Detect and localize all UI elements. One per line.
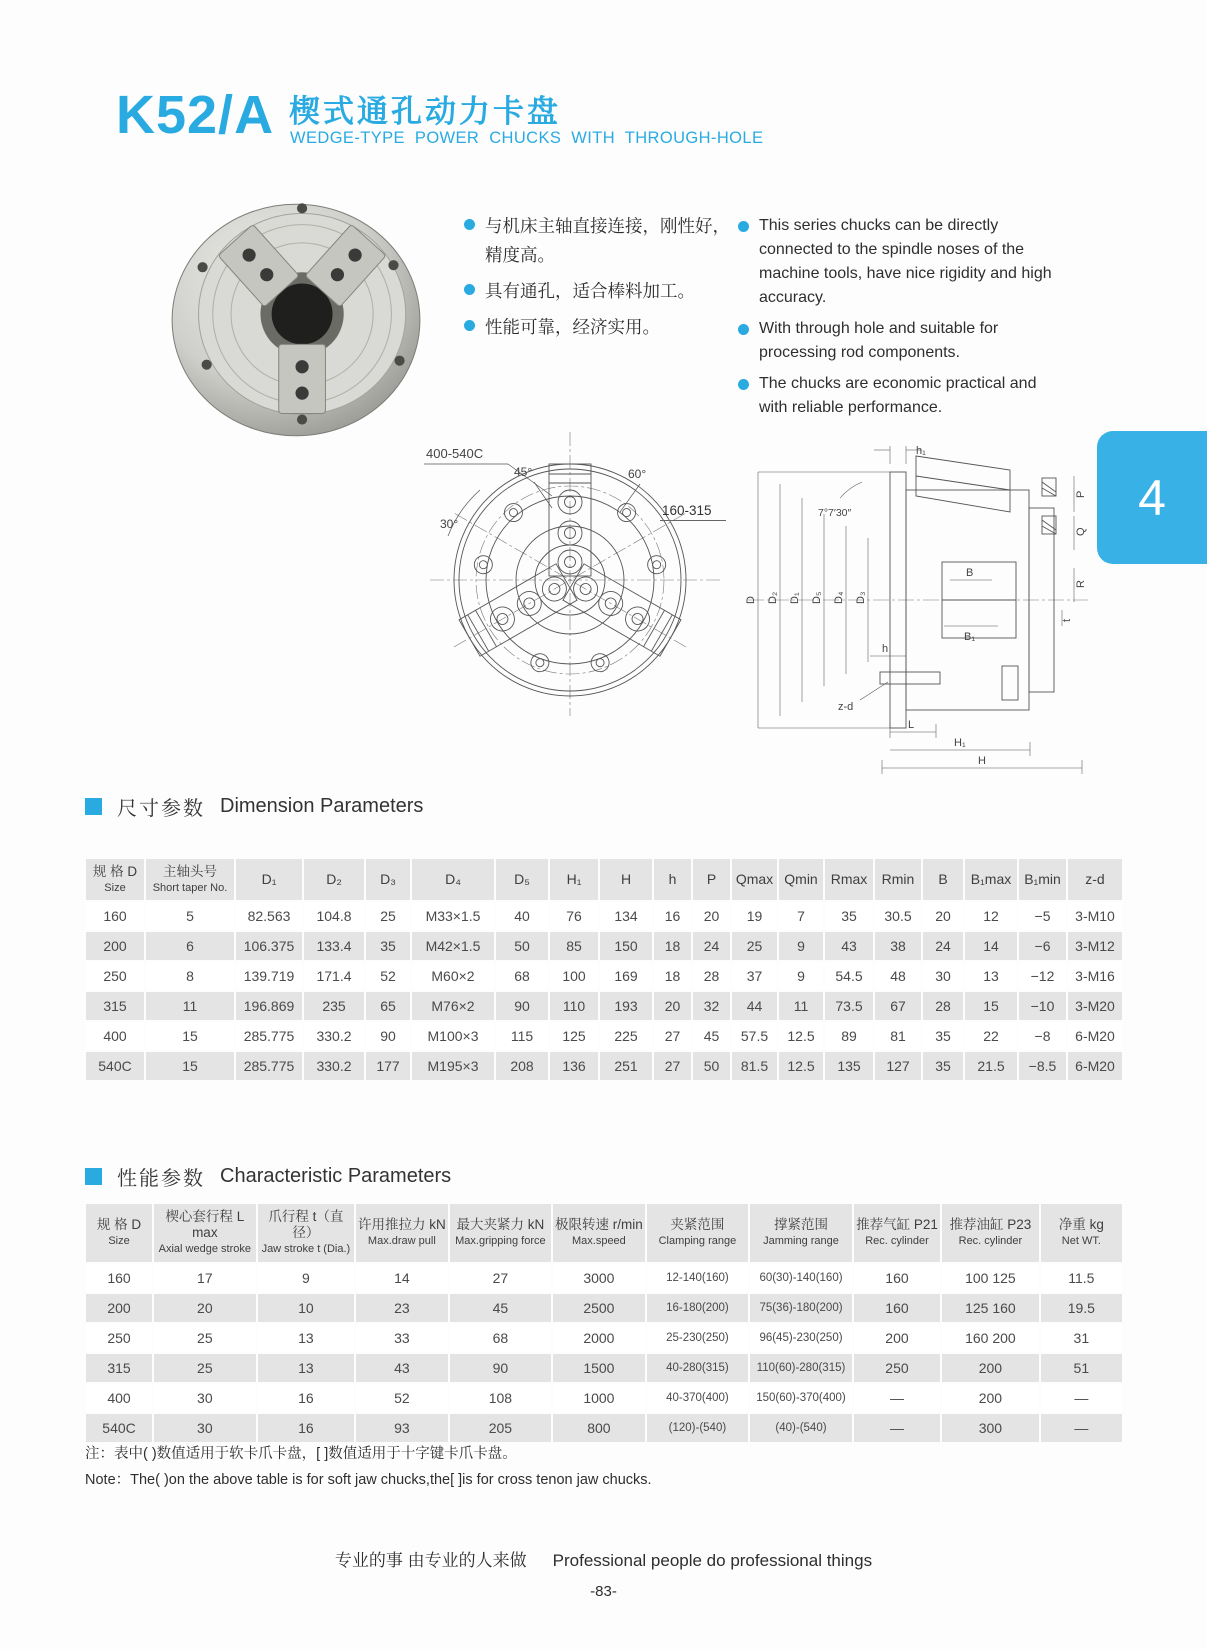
table-cell: 16 (654, 902, 691, 930)
table-cell: 2000 (553, 1324, 644, 1352)
table-cell: 93 (356, 1414, 447, 1442)
chapter-number: 4 (1138, 469, 1166, 526)
bullet-icon (738, 221, 749, 232)
footer-slogan-en: Professional people do professional things (552, 1551, 873, 1570)
footer-slogan-cn: 专业的事 由专业的人来做 (334, 1551, 527, 1570)
table-cell: 200 (854, 1324, 940, 1352)
table-cell: 96(45)-230(250) (750, 1324, 852, 1352)
dim-P-label: P (1075, 490, 1087, 498)
table-cell: 12-140(160) (647, 1264, 749, 1292)
table-cell: 38 (875, 932, 921, 960)
column-header: 许用推拉力 kN Max.draw pull (356, 1204, 447, 1262)
table-cell: 17 (154, 1264, 256, 1292)
table-cell: 52 (356, 1384, 447, 1412)
table-cell: 25 (366, 902, 410, 930)
column-header: 极限转速 r/min Max.speed (553, 1204, 644, 1262)
angle-60-label: 60° (628, 467, 647, 481)
table-cell: 75(36)-180(200) (750, 1294, 852, 1322)
feature-list-en (738, 214, 1060, 427)
column-header: Rmax (825, 859, 873, 900)
table-cell: 33 (356, 1324, 447, 1352)
dim-H1-label: H₁ (954, 737, 966, 749)
feature-list-cn (464, 212, 746, 349)
section-title-cn: 尺寸参数 (117, 798, 205, 820)
column-header: H (600, 859, 652, 900)
table-cell: 28 (923, 992, 963, 1020)
table-cell: 50 (496, 932, 548, 960)
dim-H-label: H (978, 755, 986, 767)
table-cell: 251 (600, 1052, 652, 1080)
column-header: B₁max (965, 859, 1017, 900)
table-cell: 13 (965, 962, 1017, 990)
front-view-drawing (402, 416, 736, 720)
table-cell: 89 (825, 1022, 873, 1050)
table-cell: 208 (496, 1052, 548, 1080)
feature-text: 性能可靠，经济实用。 (485, 316, 660, 337)
bullet-icon (464, 284, 475, 295)
table-cell: 330.2 (304, 1022, 364, 1050)
table-cell: 24 (693, 932, 730, 960)
table-cell: 18 (654, 962, 691, 990)
table-cell: 24 (923, 932, 963, 960)
table-cell: 76 (550, 902, 598, 930)
column-header: D₄ (412, 859, 494, 900)
table-cell: (120)-(540) (647, 1414, 749, 1442)
feature-text: The chucks are economic practical and with reliable performance. (759, 375, 1037, 416)
table-cell: 11 (146, 992, 234, 1020)
table-cell: 28 (693, 962, 730, 990)
table-cell: −5 (1019, 902, 1066, 930)
dim-D2-label: D₂ (767, 591, 779, 604)
table-cell: 106.375 (236, 932, 302, 960)
dim-t-label: t (1061, 618, 1073, 622)
column-header: 净重 kg Net WT. (1041, 1204, 1122, 1262)
column-header: 主轴头号 Short taper No. (146, 859, 234, 900)
table-cell: 127 (875, 1052, 921, 1080)
table-cell: 10 (258, 1294, 355, 1322)
table-cell: 50 (693, 1052, 730, 1080)
table-cell: 150 (600, 932, 652, 960)
table-cell: 16 (258, 1414, 355, 1442)
dim-h-label: h (882, 643, 889, 655)
table-cell: 14 (965, 932, 1017, 960)
dim-angle-label: 7°7′30″ (818, 507, 852, 519)
dim-D4-label: D₄ (833, 591, 845, 604)
table-cell: 27 (450, 1264, 552, 1292)
column-header: B (923, 859, 963, 900)
column-header: D₃ (366, 859, 410, 900)
table-cell: 9 (779, 932, 823, 960)
table-cell: 90 (366, 1022, 410, 1050)
table-cell: M100×3 (412, 1022, 494, 1050)
table-cell: 21.5 (965, 1052, 1017, 1080)
column-header: 夹紧范围 Clamping range (647, 1204, 749, 1262)
table-cell: — (1041, 1384, 1122, 1412)
table-cell: 135 (825, 1052, 873, 1080)
table-cell: 20 (154, 1294, 256, 1322)
table-cell: 82.563 (236, 902, 302, 930)
column-header: 规 格 D Size (86, 859, 144, 900)
table-cell: 35 (366, 932, 410, 960)
table-cell: 400 (86, 1384, 152, 1412)
table-cell: 13 (258, 1354, 355, 1382)
table-cell: 67 (875, 992, 921, 1020)
section-marker-icon (85, 798, 102, 815)
table-cell: 19 (732, 902, 777, 930)
section-title-cn: 性能参数 (117, 1168, 205, 1190)
table-cell: 104.8 (304, 902, 364, 930)
dim-D1-label: D₁ (789, 592, 801, 604)
table-cell: 25-230(250) (647, 1324, 749, 1352)
table-cell: 160 (86, 902, 144, 930)
column-header: B₁min (1019, 859, 1066, 900)
table-cell: 25 (154, 1354, 256, 1382)
section-marker-icon (85, 1168, 102, 1185)
table-row (86, 1294, 1122, 1322)
feature-text: 与机床主轴直接连接，刚性好，精度高。 (485, 216, 730, 265)
table-cell: 134 (600, 902, 652, 930)
table-row (86, 1264, 1122, 1292)
feature-text: This series chucks can be directly connected to the spindle noses of the machine tools, have nice rigidity and high accuracy. (759, 217, 1052, 306)
column-header: H₁ (550, 859, 598, 900)
table-cell: 27 (654, 1052, 691, 1080)
table-cell: 31 (1041, 1324, 1122, 1352)
table-cell: 250 (86, 962, 144, 990)
table-row (86, 1324, 1122, 1352)
table-cell: 30.5 (875, 902, 921, 930)
table-cell: 60(30)-140(160) (750, 1264, 852, 1292)
column-header: h (654, 859, 691, 900)
characteristic-parameters-table (84, 1202, 1124, 1444)
table-cell: 32 (693, 992, 730, 1020)
table-cell: 11 (779, 992, 823, 1020)
table-cell: — (1041, 1414, 1122, 1442)
table-row (86, 1384, 1122, 1412)
feature-text: 具有通孔，适合棒料加工。 (485, 280, 695, 301)
footer-slogan (0, 1546, 1207, 1571)
table-cell: 35 (923, 1022, 963, 1050)
table-cell: (40)-(540) (750, 1414, 852, 1442)
angle-30-label: 30° (440, 517, 459, 531)
table-cell: 19.5 (1041, 1294, 1122, 1322)
column-header: 规 格 D Size (86, 1204, 152, 1262)
dim-h1-label: h₁ (916, 445, 926, 457)
table-cell: 200 (86, 932, 144, 960)
table-cell: 300 (942, 1414, 1039, 1442)
table-cell: 235 (304, 992, 364, 1020)
table-cell: 27 (654, 1022, 691, 1050)
table-cell: 100 (550, 962, 598, 990)
table-cell: 12.5 (779, 1052, 823, 1080)
table-cell: 73.5 (825, 992, 873, 1020)
table-cell: 45 (693, 1022, 730, 1050)
column-header: D₂ (304, 859, 364, 900)
column-header: D₁ (236, 859, 302, 900)
table-cell: 9 (779, 962, 823, 990)
table-cell: 250 (854, 1354, 940, 1382)
table-cell: 136 (550, 1052, 598, 1080)
dim-D-label: D (745, 596, 757, 604)
table-cell: 51 (1041, 1354, 1122, 1382)
dim-D3-label: D₃ (855, 591, 867, 604)
table-cell: 160 (86, 1264, 152, 1292)
table-cell: 11.5 (1041, 1264, 1122, 1292)
bullet-icon (464, 219, 475, 230)
product-model: K52/A (116, 85, 275, 145)
dimension-parameters-table (84, 857, 1124, 1082)
column-header: 最大夹紧力 kN Max.gripping force (450, 1204, 552, 1262)
feature-text: With through hole and suitable for processing rod components. (759, 320, 999, 361)
table-row (86, 992, 1122, 1020)
bullet-icon (738, 379, 749, 390)
table-cell: M33×1.5 (412, 902, 494, 930)
table-cell: 6 (146, 932, 234, 960)
table-cell: 90 (496, 992, 548, 1020)
table-cell: 12 (965, 902, 1017, 930)
table-cell: 40 (496, 902, 548, 930)
section-range-label: 160-315 (660, 503, 726, 521)
chapter-tab[interactable] (1097, 431, 1207, 564)
table-cell: −10 (1019, 992, 1066, 1020)
table-cell: 3-M10 (1068, 902, 1122, 930)
dim-zd-label: z-d (838, 701, 854, 713)
table-cell: −8 (1019, 1022, 1066, 1050)
feature-item (738, 372, 1060, 420)
table-cell: 2500 (553, 1294, 644, 1322)
table-cell: 45 (450, 1294, 552, 1322)
table-cell: 85 (550, 932, 598, 960)
column-header: 撑紧范围 Jamming range (750, 1204, 852, 1262)
table-cell: M60×2 (412, 962, 494, 990)
table-cell: 52 (366, 962, 410, 990)
table-cell: M42×1.5 (412, 932, 494, 960)
table-cell: 68 (450, 1324, 552, 1352)
table-cell: M76×2 (412, 992, 494, 1020)
table-cell: 20 (654, 992, 691, 1020)
column-header: 推荐油缸 P23 Rec. cylinder (942, 1204, 1039, 1262)
column-header: z-d (1068, 859, 1122, 900)
note-cn: 注：表中( )数值适用于软卡爪卡盘，[ ]数值适用于十字键卡爪卡盘。 (85, 1446, 517, 1462)
table-cell: 40-370(400) (647, 1384, 749, 1412)
table-cell: 15 (146, 1022, 234, 1050)
table-cell: 200 (942, 1354, 1039, 1382)
page-number: -83- (590, 1583, 617, 1600)
table-cell: 6-M20 (1068, 1022, 1122, 1050)
table-cell: 35 (923, 1052, 963, 1080)
section-title-en: Characteristic Parameters (220, 1165, 452, 1187)
dim-Q-label: Q (1075, 527, 1087, 536)
product-photo (140, 186, 452, 450)
table-cell: 3000 (553, 1264, 644, 1292)
dim-D5-label: D₅ (811, 591, 823, 604)
feature-item (738, 214, 1060, 310)
feature-item (738, 317, 1060, 365)
table-cell: 1000 (553, 1384, 644, 1412)
table-cell: 44 (732, 992, 777, 1020)
table-row (86, 932, 1122, 960)
table-cell: 139.719 (236, 962, 302, 990)
table-cell: 200 (942, 1384, 1039, 1412)
table-cell: 250 (86, 1324, 152, 1352)
table-cell: 110(60)-280(315) (750, 1354, 852, 1382)
feature-item (464, 313, 746, 342)
table-cell: 22 (965, 1022, 1017, 1050)
table-cell: 285.775 (236, 1052, 302, 1080)
table-cell: 3-M16 (1068, 962, 1122, 990)
table-cell: 3-M12 (1068, 932, 1122, 960)
page-title-cn: 楔式通孔动力卡盘 (289, 94, 561, 129)
table-cell: −8.5 (1019, 1052, 1066, 1080)
note-en: Note：The( )on the above table is for soft jaw chucks,the[ ]is for cross tenon jaw chucks. (85, 1472, 652, 1488)
table-cell: 9 (258, 1264, 355, 1292)
table-cell: 43 (356, 1354, 447, 1382)
table-cell: 400 (86, 1022, 144, 1050)
dimension-section-title (85, 792, 423, 821)
table-row (86, 1354, 1122, 1382)
table-cell: 3-M20 (1068, 992, 1122, 1020)
column-header: 爪行程 t（直径） Jaw stroke t (Dia.) (258, 1204, 355, 1262)
table-cell: 13 (258, 1324, 355, 1352)
bullet-icon (738, 324, 749, 335)
feature-item (464, 212, 746, 270)
table-cell: 15 (146, 1052, 234, 1080)
column-header: Rmin (875, 859, 921, 900)
table-cell: 12.5 (779, 1022, 823, 1050)
table-cell: 30 (154, 1384, 256, 1412)
table-cell: 285.775 (236, 1022, 302, 1050)
column-header: Qmax (732, 859, 777, 900)
table-cell: 1500 (553, 1354, 644, 1382)
table-cell: 160 (854, 1294, 940, 1322)
table-cell: 43 (825, 932, 873, 960)
table-cell: 14 (356, 1264, 447, 1292)
table-cell: 16-180(200) (647, 1294, 749, 1322)
table-cell: 160 (854, 1264, 940, 1292)
table-cell: 90 (450, 1354, 552, 1382)
table-cell: −6 (1019, 932, 1066, 960)
table-cell: 30 (154, 1414, 256, 1442)
table-cell: 7 (779, 902, 823, 930)
column-header: Qmin (779, 859, 823, 900)
column-header: 楔心套行程 L max Axial wedge stroke (154, 1204, 256, 1262)
table-cell: 81.5 (732, 1052, 777, 1080)
table-cell: 65 (366, 992, 410, 1020)
table-cell: −12 (1019, 962, 1066, 990)
table-cell: 30 (923, 962, 963, 990)
table-cell: 100 125 (942, 1264, 1039, 1292)
section-view-drawing (744, 420, 1094, 780)
table-cell: 193 (600, 992, 652, 1020)
table-cell: 540C (86, 1052, 144, 1080)
angle-45-label: 45° (514, 465, 533, 479)
table-cell: 15 (965, 992, 1017, 1020)
table-cell: 160 200 (942, 1324, 1039, 1352)
table-cell: 81 (875, 1022, 921, 1050)
table-cell: 225 (600, 1022, 652, 1050)
dim-R-label: R (1075, 580, 1087, 588)
page-title-en: WEDGE-TYPE POWER CHUCKS WITH THROUGH-HOLE (290, 129, 764, 147)
table-row (86, 1052, 1122, 1080)
dim-B-label: B (966, 567, 974, 579)
table-row (86, 1414, 1122, 1442)
table-row (86, 902, 1122, 930)
table-cell: 110 (550, 992, 598, 1020)
table-cell: 133.4 (304, 932, 364, 960)
table-cell: 115 (496, 1022, 548, 1050)
feature-item (464, 277, 746, 306)
table-cell: 6-M20 (1068, 1052, 1122, 1080)
table-cell: M195×3 (412, 1052, 494, 1080)
table-cell: 25 (154, 1324, 256, 1352)
table-cell: 315 (86, 1354, 152, 1382)
table-cell: 108 (450, 1384, 552, 1412)
table-cell: 35 (825, 902, 873, 930)
table-cell: 330.2 (304, 1052, 364, 1080)
table-cell: 8 (146, 962, 234, 990)
table-cell: 150(60)-370(400) (750, 1384, 852, 1412)
dim-B1-label: B₁ (964, 631, 976, 643)
table-cell: 177 (366, 1052, 410, 1080)
characteristic-section-title (85, 1162, 451, 1191)
table-cell: 16 (258, 1384, 355, 1412)
table-cell: 196.869 (236, 992, 302, 1020)
column-header: 推荐气缸 P21 Rec. cylinder (854, 1204, 940, 1262)
table-cell: 37 (732, 962, 777, 990)
table-cell: 800 (553, 1414, 644, 1442)
section-title-en: Dimension Parameters (220, 795, 424, 817)
table-cell: 125 (550, 1022, 598, 1050)
table-cell: 40-280(315) (647, 1354, 749, 1382)
column-header: D₅ (496, 859, 548, 900)
table-row (86, 1022, 1122, 1050)
table-cell: 54.5 (825, 962, 873, 990)
table-cell: 57.5 (732, 1022, 777, 1050)
dim-L-label: L (908, 719, 915, 731)
table-cell: 169 (600, 962, 652, 990)
table-row (86, 962, 1122, 990)
table-cell: 5 (146, 902, 234, 930)
table-cell: 18 (654, 932, 691, 960)
column-header: P (693, 859, 730, 900)
table-cell: 125 160 (942, 1294, 1039, 1322)
table-cell: 48 (875, 962, 921, 990)
table-cell: 20 (693, 902, 730, 930)
table-cell: 68 (496, 962, 548, 990)
front-range-label: 400-540C (426, 446, 484, 461)
table-cell: 171.4 (304, 962, 364, 990)
table-cell: — (854, 1384, 940, 1412)
table-cell: — (854, 1414, 940, 1442)
table-cell: 200 (86, 1294, 152, 1322)
table-cell: 20 (923, 902, 963, 930)
table-cell: 540C (86, 1414, 152, 1442)
table-cell: 25 (732, 932, 777, 960)
table-cell: 315 (86, 992, 144, 1020)
bullet-icon (464, 320, 475, 331)
table-cell: 23 (356, 1294, 447, 1322)
table-cell: 205 (450, 1414, 552, 1442)
